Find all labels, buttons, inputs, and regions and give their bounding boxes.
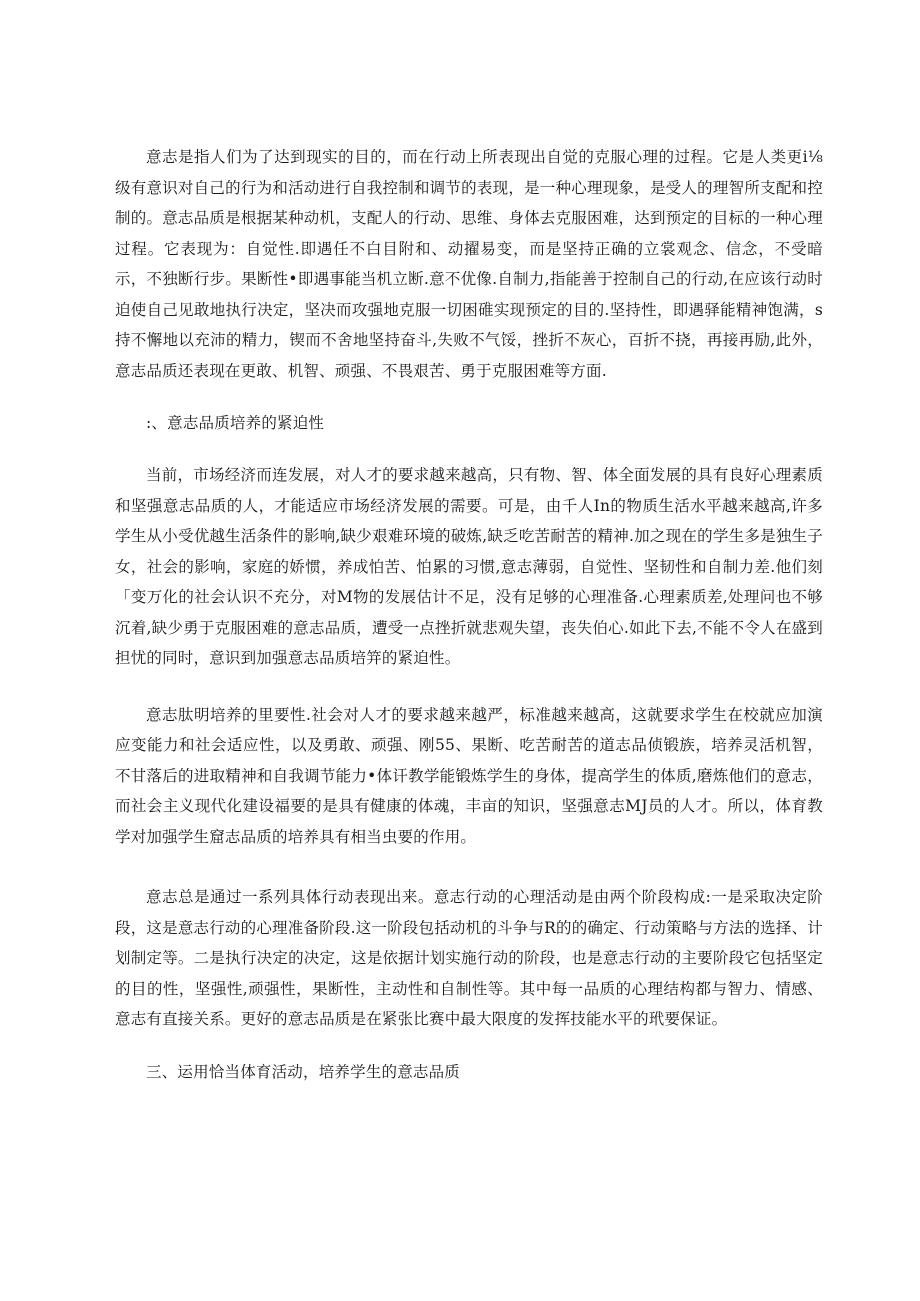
- spacer: [115, 386, 823, 408]
- section-heading-urgency: :、意志品质培养的紧迫性: [146, 414, 325, 432]
- paragraph-importance: 意志肽明培养的里要性.社会对人才的要求越来越严，标准越来越高，这就要求学生在校就应加演应变能力和社会适应性，以及勇敢、顽强、刚55、果断、吃苦耐苦的道志品侦锻族，培养灵活机智，不甘落后的进取精神和自我调节能力•体讦教学能锻炼学生的身体，提高学生的体质,磨炼他们的意志，而社会主义现代化建设福要的是具有健康的体魂，丰亩的知识，坚强意志MJ员的人才。所以，体育教学对加强学生窟志品质的培养具有相当虫要的作用。: [115, 705, 823, 846]
- spacer: [115, 438, 823, 460]
- document-page: [115, 142, 823, 1087]
- paragraph-will-action: 意志总是通过一系列具体行动表现出来。意志行动的心理活动是由两个阶段构成:一是采取决定阶段，这是意志行动的心理准备阶段.这一阶段包括动机的斗争与R的的确定、行动策略与方法的选择、计划制定等。二是执行决定的决定，这是依据计划实施行动的阶段，也是意志行动的主要阶段它包括坚定的目的性，坚强性,顽强性，果断性，主动性和自制性等。其中每一品质的心理结构都与智力、情感、意志有直接关系。更好的意志品质是在紧张比赛中最大限度的发挥技能水平的玳要保证。: [115, 888, 823, 1028]
- section-heading-sports-activities: 三、运用恰当体育活动，培养学生的意志品质: [146, 1062, 461, 1081]
- spacer: [115, 1035, 823, 1057]
- spacer: [115, 674, 823, 700]
- paragraph-will-definition: 意志是指人们为了达到现实的目的，而在行动上所表现出自觉的克服心理的过程。它是人类更i⅛级有意识对自己的行为和活动进行自我控制和调节的表现，是一种心理现象，是受人的理智所支配和控制的。意志品质是根据某种动机，支配人的行动、思维、身体去克服困难，达到预定的目标的一种心理过程。它表现为：自觉性.即遇任不白目附和、动擢易变，而是坚持正确的立裳观念、信念，不受暗示，不独断行步。果断性•即遇事能当机立断.意不优像.自制力,指能善于控制自己的行动,在应该行动时迫使自己见敢地执行决定，坚决而攻强地克服一切困碓实现预定的目的.坚持性，即遇驿能精神饱满，s持不懈地以充沛的精力，锲而不舍地坚持奋斗,失败不气馁，挫折不灰心，百折不挠，再接再励,此外，意志品质还表现在更敢、机智、顽强、不畏艰苦、勇于克服困难等方面.: [115, 148, 823, 380]
- spacer: [115, 852, 823, 882]
- paragraph-urgency: 当前，市场经济而连发展，对人才的要求越来越高，只有物、智、体全面发展的具有良好心理素质和坚强意志品质的人，才能适应市场经济发展的需要。可是，由千人In的物质生活水平越来越高,许多学生从小受优越生活条件的影响,缺少艰难环境的破炼,缺乏吃苦耐苦的精神.加之现在的学生多是独生子女，社会的影响，家庭的娇惯，养成怕苦、怕累的习惯,意志薄弱，自觉性、坚韧性和自制力差.他们刻「变万化的社会认识不充分，对M物的发展估计不足，没有足够的心理准备.心理素质差,处理问也不够沉着,缺少勇于克服困难的意志品质，遭受一点挫折就悲观失望，丧失伯心.如此下去,不能不令人在盛到担忧的同时，意识到加强意志品质培笄的紧迫性。: [115, 466, 823, 667]
